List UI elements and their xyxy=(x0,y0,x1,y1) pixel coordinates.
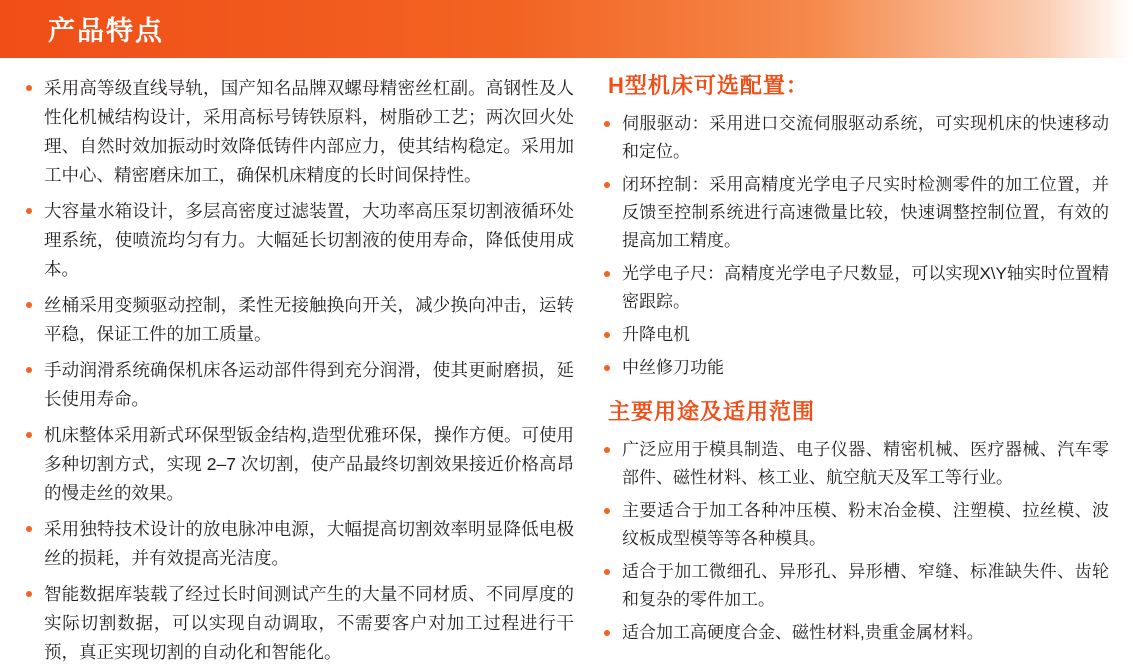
bullet-dot-icon xyxy=(26,85,32,91)
left-column xyxy=(0,58,592,662)
list-item xyxy=(600,619,1109,647)
bullet-dot-icon xyxy=(604,121,610,127)
list-item-text: 机床整体采用新式环保型钣金结构,造型优雅环保，操作方便。可使用多种切割方式，实现 2–7 次切割，使产品最终切割效果接近价格高昂的慢走丝的效果。 xyxy=(44,425,574,503)
list-item-text: 广泛应用于模具制造、电子仪器、精密机械、医疗器械、汽车零部件、磁性材料、核工业、航空航天及军工等行业。 xyxy=(622,440,1109,487)
header-banner xyxy=(0,0,1133,58)
list-item xyxy=(600,354,1109,382)
list-item xyxy=(22,74,574,190)
content-columns xyxy=(0,58,1133,662)
bullet-dot-icon xyxy=(26,432,32,438)
list-item-text: 适合于加工微细孔、异形孔、异形槽、窄缝、标准缺失件、齿轮和复杂的零件加工。 xyxy=(622,562,1109,609)
bullet-dot-icon xyxy=(26,367,32,373)
bullet-dot-icon xyxy=(26,302,32,308)
list-item xyxy=(600,497,1109,553)
list-item xyxy=(22,421,574,508)
list-item-text: 智能数据库装载了经过长时间测试产生的大量不同材质、不同厚度的实际切割数据，可以实现自动调取，不需要客户对加工过程进行干预，真正实现切割的自动化和智能化。 xyxy=(44,584,574,662)
list-item xyxy=(600,558,1109,614)
list-item xyxy=(22,515,574,573)
list-item xyxy=(600,110,1109,166)
bullet-dot-icon xyxy=(604,569,610,575)
list-item-text: 手动润滑系统确保机床各运动部件得到充分润滑，使其更耐磨损，延长使用寿命。 xyxy=(44,360,574,409)
list-item-text: 闭环控制：采用高精度光学电子尺实时检测零件的加工位置，并反馈至控制系统进行高速微量比较，快速调整控制位置，有效的提高加工精度。 xyxy=(622,175,1109,250)
bullet-dot-icon xyxy=(26,208,32,214)
bullet-dot-icon xyxy=(26,591,32,597)
bullet-dot-icon xyxy=(604,271,610,277)
list-item-text: 升降电机 xyxy=(622,325,690,344)
right-column xyxy=(592,58,1133,642)
optional-config-list xyxy=(600,110,1109,382)
bullet-dot-icon xyxy=(604,365,610,371)
bullet-dot-icon xyxy=(604,630,610,636)
list-item-text: 大容量水箱设计，多层高密度过滤装置，大功率高压泵切割液循环处理系统，使喷流均匀有力。大幅延长切割液的使用寿命，降低使用成本。 xyxy=(44,201,574,279)
bullet-dot-icon xyxy=(26,526,32,532)
list-item xyxy=(600,171,1109,255)
list-item xyxy=(600,321,1109,349)
applications-list xyxy=(600,436,1109,647)
list-item-text: 丝桶采用变频驱动控制，柔性无接触换向开关，减少换向冲击，运转平稳，保证工件的加工质量。 xyxy=(44,295,574,344)
list-item-text: 中丝修刀功能 xyxy=(622,358,724,377)
bullet-dot-icon xyxy=(604,182,610,188)
page-title: 产品特点 xyxy=(48,16,164,46)
list-item xyxy=(600,436,1109,492)
list-item-text: 光学电子尺：高精度光学电子尺数显，可以实现X\Y轴实时位置精密跟踪。 xyxy=(622,264,1109,311)
bullet-dot-icon xyxy=(604,508,610,514)
list-item xyxy=(22,580,574,667)
feature-list xyxy=(22,74,574,667)
bullet-dot-icon xyxy=(604,447,610,453)
applications-heading: 主要用途及适用范围 xyxy=(608,399,816,424)
optional-config-heading: H型机床可选配置： xyxy=(608,73,809,98)
list-item xyxy=(600,260,1109,316)
list-item xyxy=(22,356,574,414)
list-item xyxy=(22,291,574,349)
list-item-text: 主要适合于加工各种冲压模、粉末冶金模、注塑模、拉丝模、波纹板成型模等等各种模具。 xyxy=(622,501,1109,548)
bullet-dot-icon xyxy=(604,332,610,338)
list-item xyxy=(22,197,574,284)
list-item-text: 适合加工高硬度合金、磁性材料,贵重金属材料。 xyxy=(622,623,984,642)
list-item-text: 采用独特技术设计的放电脉冲电源，大幅提高切割效率明显降低电极丝的损耗，并有效提高光洁度。 xyxy=(44,519,574,568)
list-item-text: 采用高等级直线导轨，国产知名品牌双螺母精密丝杠副。高钢性及人性化机械结构设计，采用高标号铸铁原料，树脂砂工艺；两次回火处理、自然时效加振动时效降低铸件内部应力，使其结构稳定。采用加工中心、精密磨床加工，确保机床精度的长时间保持性。 xyxy=(44,78,574,185)
list-item-text: 伺服驱动：采用进口交流伺服驱动系统，可实现机床的快速移动和定位。 xyxy=(622,114,1109,161)
